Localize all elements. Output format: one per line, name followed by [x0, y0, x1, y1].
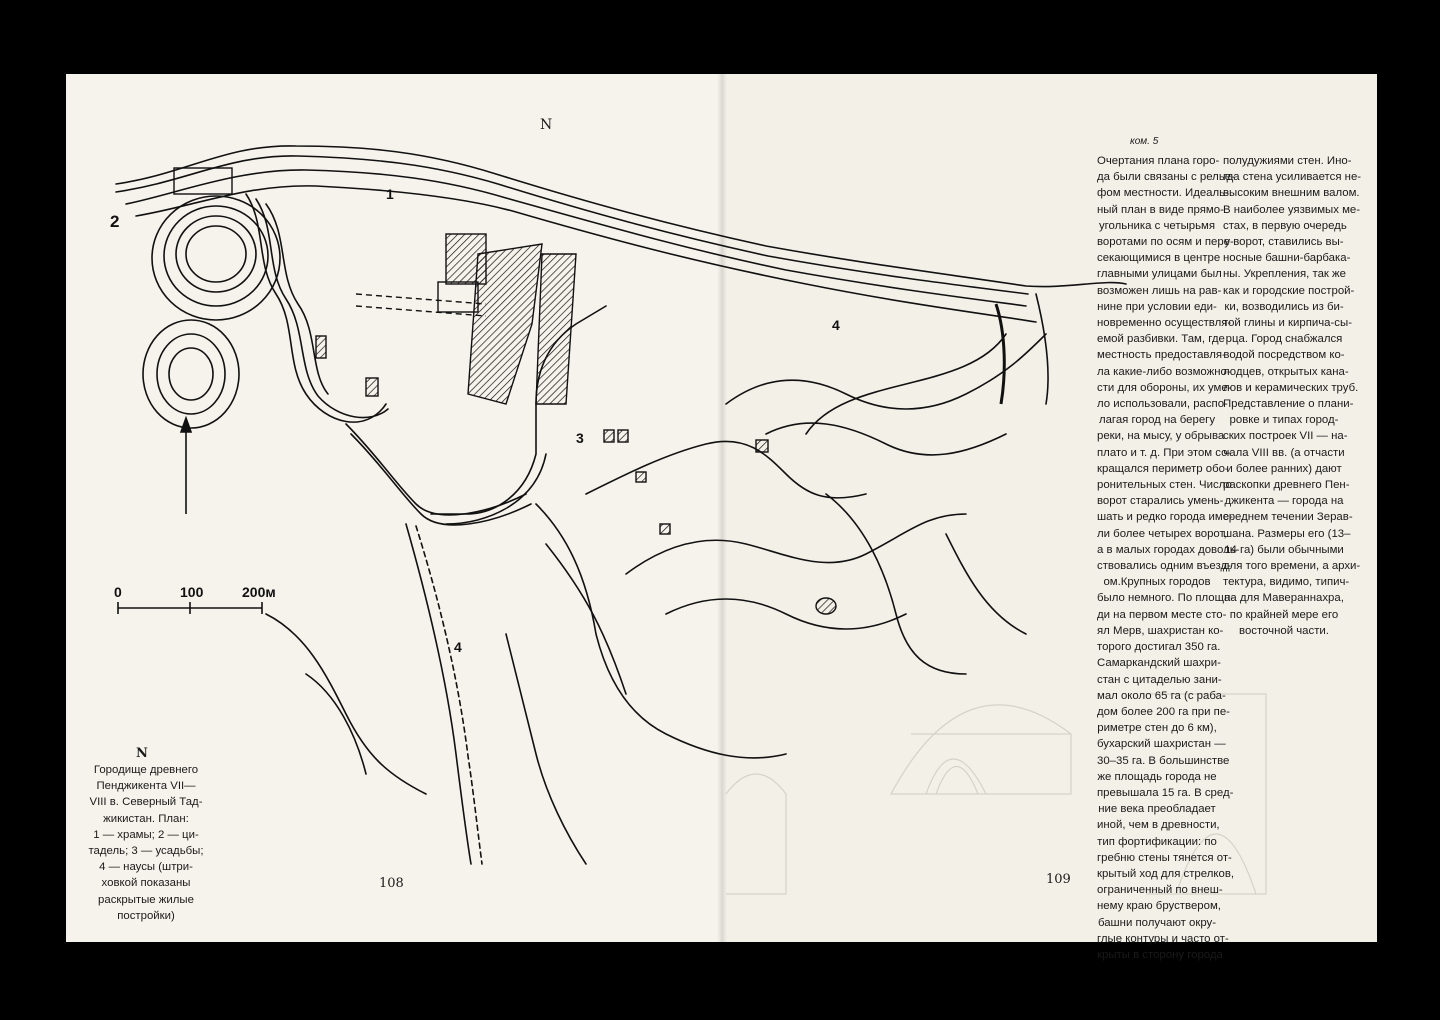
text-line: фом местности. Идеаль- [1097, 187, 1229, 200]
text-line: для того времени, а архи- [1223, 560, 1361, 573]
text-line: новременно осуществля- [1097, 317, 1232, 330]
caption-line: постройки) [117, 909, 175, 922]
text-line: дом более 200 га при пе- [1097, 705, 1230, 718]
text-line: крытый ход для стрелков, [1097, 867, 1235, 880]
map-label-citadel: 2 [110, 212, 120, 231]
map-label-temples: 1 [386, 186, 394, 202]
text-line: риметре стен до 6 км), [1097, 722, 1217, 735]
text-line: лодцев, открытых кана- [1223, 365, 1349, 378]
text-line: ли более четырех ворот, [1097, 527, 1227, 540]
map-label-estates: 3 [576, 430, 584, 446]
map-label-naus-south: 4 [454, 639, 462, 655]
text-line: гда стена усиливается не- [1223, 171, 1362, 184]
text-line: Самаркандский шахри- [1097, 657, 1221, 670]
text-line: башни получают окру- [1097, 916, 1217, 929]
text-line: тектура, видимо, типич- [1223, 576, 1350, 589]
text-line: джикента — города на [1224, 495, 1344, 508]
text-line: 30–35 га. В большинстве [1097, 754, 1230, 767]
text-line: главными улицами был [1097, 268, 1222, 281]
text-line: а в малых городах доволь- [1097, 543, 1240, 556]
scale-label-200: 200м [242, 584, 276, 600]
caption-line: Пенджикента VII— [96, 780, 196, 793]
text-line: у ворот, ставились вы- [1224, 236, 1344, 249]
text-line: ворот старались умень- [1097, 495, 1224, 508]
text-line: лов и керамических труб. [1223, 381, 1359, 394]
text-line: торого достигал 350 га. [1097, 641, 1221, 654]
text-line: превышала 15 га. В сред- [1097, 786, 1234, 799]
text-line: по крайней мере его [1229, 608, 1339, 621]
caption-line: 1 — храмы; 2 — ци- [93, 828, 199, 841]
caption-line: 4 — наусы (штри- [99, 861, 193, 874]
text-line: раскопки древнего Пен- [1223, 479, 1350, 492]
text-line: стан с цитаделью зани- [1097, 673, 1222, 686]
text-line: нине при условии еди- [1097, 300, 1217, 313]
text-line: ровке и типах город- [1229, 414, 1339, 427]
text-line: бухарский шахристан — [1097, 738, 1226, 751]
text-line: как и городские построй- [1223, 284, 1355, 297]
text-line: ны. Укрепления, так же [1223, 268, 1347, 281]
text-line: ял Мерв, шахристан ко- [1097, 624, 1224, 637]
text-line: было немного. По площа- [1097, 592, 1235, 605]
text-line: емой разбивки. Там, где [1097, 333, 1225, 346]
text-line: высоким внешним валом. [1223, 187, 1360, 200]
caption-line: Городище древнего [93, 764, 199, 776]
text-line: ствовались одним въезд- [1097, 560, 1231, 573]
text-line: среднем течении Зерав- [1223, 511, 1353, 524]
text-line: ние века преобладает [1098, 803, 1216, 816]
text-line: ло использовали, распо- [1097, 398, 1228, 411]
text-line: иной, чем в древности, [1097, 819, 1220, 832]
caption-north-label: N [136, 746, 148, 761]
scale-label-0: 0 [114, 584, 122, 600]
figure-caption [86, 762, 206, 924]
text-line: кращался периметр обо- [1097, 462, 1229, 475]
text-line: ки, возводились из би- [1224, 300, 1344, 313]
text-line: 14 га) были обычными [1224, 543, 1344, 556]
text-line: ом.Крупных городов [1103, 576, 1211, 589]
text-line: реки, на мысу, у обрыва [1097, 430, 1225, 443]
text-line: шать и редко города име- [1097, 511, 1233, 524]
text-line: возможен лишь на рав- [1097, 284, 1222, 297]
text-line: стах, в первую очередь [1223, 219, 1347, 232]
text-line: водой посредством ко- [1223, 349, 1345, 362]
text-line: глые контуры и часто от- [1097, 932, 1229, 945]
text-line: на для Мавераннахра, [1224, 592, 1344, 605]
text-line: чала VIII вв. (а отчасти [1223, 446, 1345, 459]
text-line: ронительных стен. Число [1097, 479, 1232, 492]
book-spread [66, 74, 1377, 961]
text-line: полудужиями стен. Ино- [1223, 155, 1352, 167]
scale-label-100: 100 [180, 584, 204, 600]
caption-line: жикистан. План: [103, 812, 189, 825]
caption-line: раскрытые жилые [98, 893, 194, 906]
text-line: лагая город на берегу [1098, 414, 1216, 427]
text-line: местность предоставля- [1097, 349, 1226, 362]
text-line: той глины и кирпича-сы- [1223, 317, 1352, 330]
text-line: Очертания плана горо- [1097, 155, 1220, 167]
text-line: В наиболее уязвимых ме- [1223, 203, 1361, 216]
text-line: мал около 65 га (с раба- [1097, 689, 1226, 702]
text-line: и более ранних) дают [1226, 462, 1342, 475]
map-label-naus-east: 4 [832, 317, 840, 333]
north-arrow-icon [181, 418, 191, 514]
text-line: рца. Город снабжался [1225, 333, 1343, 346]
text-line: воротами по осям и пере- [1097, 236, 1234, 249]
page-number-right: 109 [1046, 872, 1071, 887]
text-line: крыты в сторону города [1097, 948, 1223, 961]
text-line: ди на первом месте сто- [1097, 608, 1227, 621]
map-north-label: N [540, 117, 553, 133]
text-line: гребню стены тянется от- [1097, 851, 1232, 864]
text-line: Представление о плани- [1223, 398, 1354, 411]
text-line: ских построек VII — на- [1223, 430, 1348, 443]
text-line: секающимися в центре [1097, 252, 1221, 265]
text-line: ла какие-либо возможно- [1097, 365, 1231, 378]
comment-label: ком. 5 [1130, 136, 1159, 147]
text-column-1 [1097, 153, 1240, 963]
caption-line: ховкой показаны [101, 877, 191, 890]
text-line: ограниченный по внеш- [1097, 884, 1223, 897]
text-line: же площадь города не [1097, 770, 1217, 783]
text-line: носные башни-барбака- [1223, 252, 1351, 265]
caption-line: тадель; 3 — усадьбы; [88, 845, 204, 858]
text-line: сти для обороны, их уме- [1097, 381, 1232, 394]
text-line: восточной части. [1239, 624, 1329, 637]
text-line: плато и т. д. При этом со- [1097, 446, 1232, 459]
text-column-2 [1223, 153, 1362, 639]
text-line: ный план в виде прямо- [1097, 203, 1224, 216]
caption-line: VIII в. Северный Тад- [89, 796, 203, 809]
text-line: тип фортификации: по [1097, 835, 1217, 848]
contour-lines [116, 146, 1126, 864]
text-line: нему краю брустверoм, [1097, 900, 1221, 913]
page-number-left: 108 [379, 876, 404, 891]
text-line: да были связаны с релье- [1097, 171, 1235, 184]
scale-bar [118, 602, 262, 614]
text-line: шана. Размеры его (13– [1223, 527, 1351, 540]
text-line: угольника с четырьмя [1098, 219, 1216, 232]
